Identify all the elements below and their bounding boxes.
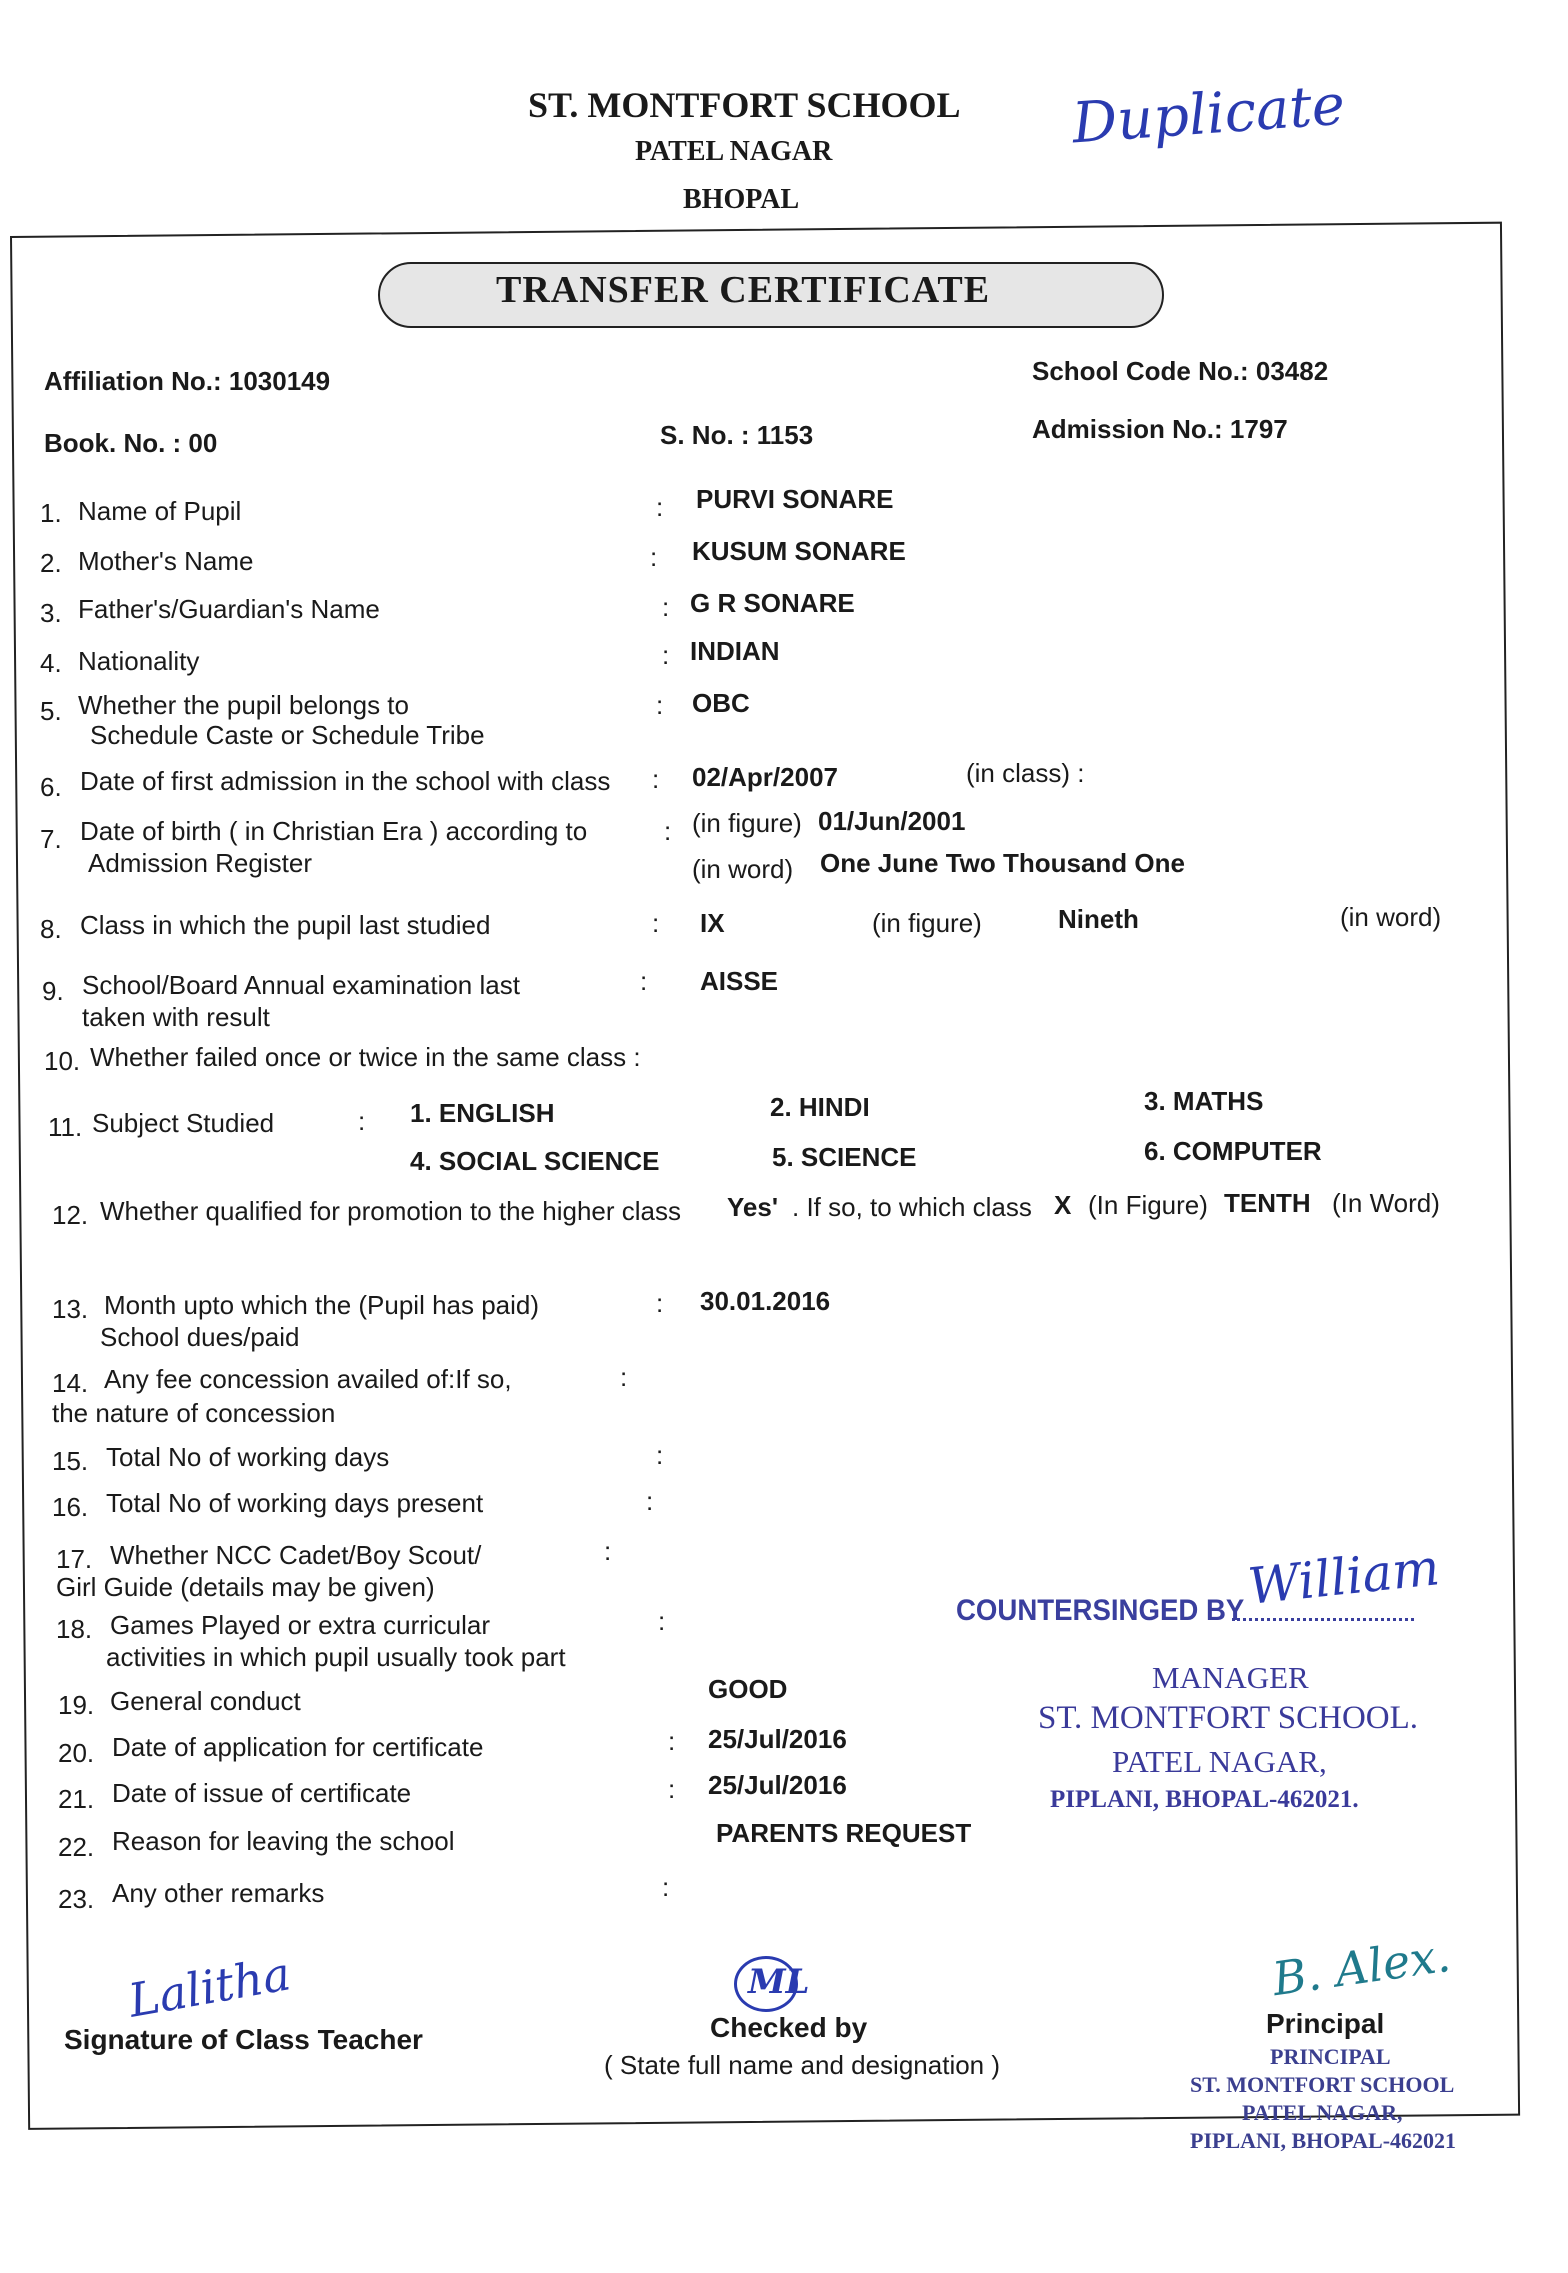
- field-18-label2: activities in which pupil usually took part: [106, 1642, 566, 1672]
- field-17-label2: Girl Guide (details may be given): [56, 1572, 435, 1602]
- subject-3: 3. MATHS: [1144, 1086, 1264, 1116]
- field-11-num: 11.: [48, 1112, 83, 1142]
- field-9-value: AISSE: [700, 966, 779, 996]
- field-15-num: 15.: [52, 1446, 89, 1476]
- field-18-label: Games Played or extra curricular: [110, 1610, 491, 1640]
- field-20-colon: :: [668, 1726, 676, 1756]
- checked-by-subtext: ( State full name and designation ): [604, 2050, 1001, 2080]
- field-2-colon: :: [650, 542, 658, 572]
- field-12-yes: Yes': [727, 1192, 779, 1222]
- school-name: ST. MONTFORT SCHOOL: [528, 85, 961, 125]
- field-4-colon: :: [662, 640, 670, 670]
- field-2-label: Mother's Name: [78, 546, 254, 576]
- field-11-label: Subject Studied: [92, 1108, 275, 1138]
- field-23-colon: :: [662, 1872, 670, 1902]
- field-10-label: Whether failed once or twice in the same class :: [90, 1042, 641, 1072]
- field-4-label: Nationality: [78, 646, 200, 676]
- field-9-num: 9.: [42, 976, 64, 1006]
- field-14-label: Any fee concession availed of:If so,: [104, 1364, 512, 1394]
- principal-stamp-line-2: ST. MONTFORT SCHOOL: [1190, 2072, 1455, 2097]
- field-22-value: PARENTS REQUEST: [716, 1818, 972, 1848]
- field-3-colon: :: [662, 592, 670, 622]
- field-22-num: 22.: [58, 1832, 95, 1862]
- field-12-mid: . If so, to which class: [792, 1192, 1032, 1222]
- checked-by-label: Checked by: [710, 2012, 868, 2043]
- field-1-colon: :: [656, 492, 664, 522]
- field-21-num: 21.: [58, 1784, 95, 1814]
- class-teacher-signature: Lalitha: [124, 1946, 295, 2028]
- field-15-label: Total No of working days: [106, 1442, 390, 1472]
- field-13-colon: :: [656, 1288, 664, 1318]
- affiliation-no: Affiliation No.: 1030149: [44, 366, 331, 396]
- field-1-value: PURVI SONARE: [696, 484, 894, 514]
- field-7-figure-value: 01/Jun/2001: [818, 806, 966, 836]
- field-18-num: 18.: [56, 1614, 93, 1644]
- field-5-label: Whether the pupil belongs to: [78, 690, 409, 720]
- field-20-value: 25/Jul/2016: [708, 1724, 847, 1754]
- field-11-colon: :: [358, 1106, 366, 1136]
- certificate-title: TRANSFER CERTIFICATE: [496, 269, 991, 311]
- manager-stamp-line-4: PIPLANI, BHOPAL-462021.: [1050, 1786, 1359, 1813]
- field-6-value: 02/Apr/2007: [692, 762, 838, 792]
- field-7-num: 7.: [40, 824, 62, 854]
- countersigned-label: COUNTERSINGED BY: [956, 1594, 1245, 1627]
- field-14-label2: the nature of concession: [52, 1398, 336, 1428]
- field-5-value: OBC: [692, 688, 750, 718]
- field-1-num: 1.: [40, 498, 62, 528]
- field-4-num: 4.: [40, 648, 62, 678]
- field-8-figure-label: (in figure): [872, 908, 982, 938]
- field-20-label: Date of application for certificate: [112, 1732, 484, 1762]
- field-13-num: 13.: [52, 1294, 89, 1324]
- duplicate-mark: Duplicate: [1070, 72, 1347, 157]
- field-7-word-value: One June Two Thousand One: [820, 848, 1185, 878]
- principal-stamp-line-4: PIPLANI, BHOPAL-462021: [1190, 2128, 1457, 2153]
- principal-stamp-line-3: PATEL NAGAR,: [1242, 2100, 1403, 2125]
- field-6-label: Date of first admission in the school with class: [80, 766, 611, 796]
- field-19-num: 19.: [58, 1690, 95, 1720]
- field-12-num: 12.: [52, 1200, 89, 1230]
- field-3-value: G R SONARE: [690, 588, 855, 618]
- manager-stamp-line-3: PATEL NAGAR,: [1112, 1744, 1327, 1779]
- field-12-label: Whether qualified for promotion to the higher class: [100, 1196, 681, 1226]
- field-5-label2: Schedule Caste or Schedule Tribe: [90, 720, 485, 750]
- field-1-label: Name of Pupil: [78, 496, 242, 526]
- field-8-colon: :: [652, 908, 660, 938]
- manager-stamp-line-2: ST. MONTFORT SCHOOL.: [1038, 1700, 1419, 1736]
- field-8-num: 8.: [40, 914, 62, 944]
- field-8-word-value: Nineth: [1058, 904, 1139, 934]
- field-6-num: 6.: [40, 772, 62, 802]
- field-3-num: 3.: [40, 598, 62, 628]
- field-14-num: 14.: [52, 1368, 89, 1398]
- school-code-no: School Code No.: 03482: [1032, 356, 1329, 386]
- field-9-colon: :: [640, 966, 648, 996]
- countersign-dots: [1232, 1618, 1414, 1621]
- field-2-num: 2.: [40, 548, 62, 578]
- field-17-num: 17.: [56, 1544, 93, 1574]
- field-8-label: Class in which the pupil last studied: [80, 910, 491, 940]
- field-7-label2: Admission Register: [88, 848, 312, 878]
- field-13-label2: School dues/paid: [100, 1322, 300, 1352]
- field-23-num: 23.: [58, 1884, 95, 1914]
- field-6-colon: :: [652, 764, 660, 794]
- field-4-value: INDIAN: [690, 636, 780, 666]
- field-7-word-label: (in word): [692, 854, 794, 884]
- field-21-value: 25/Jul/2016: [708, 1770, 847, 1800]
- countersign-signature: William: [1245, 1538, 1443, 1616]
- field-13-value: 30.01.2016: [700, 1286, 831, 1316]
- field-19-label: General conduct: [110, 1686, 301, 1716]
- field-16-label: Total No of working days present: [106, 1488, 484, 1518]
- principal-label: Principal: [1266, 2008, 1385, 2039]
- field-12-figure-label: (In Figure): [1088, 1190, 1208, 1220]
- field-8-word-label: (in word): [1340, 902, 1442, 932]
- field-9-label2: taken with result: [82, 1002, 270, 1032]
- field-23-label: Any other remarks: [112, 1878, 325, 1908]
- field-5-colon: :: [656, 690, 664, 720]
- subject-2: 2. HINDI: [770, 1092, 870, 1122]
- field-21-colon: :: [668, 1774, 676, 1804]
- field-15-colon: :: [656, 1440, 664, 1470]
- school-city: BHOPAL: [683, 184, 800, 215]
- book-no: Book. No. : 00: [44, 428, 218, 458]
- principal-signature: B. Alex.: [1269, 1927, 1454, 2007]
- field-5-num: 5.: [40, 696, 62, 726]
- field-13-label: Month upto which the (Pupil has paid): [104, 1290, 540, 1320]
- admission-no: Admission No.: 1797: [1032, 414, 1288, 444]
- manager-stamp-line-1: MANAGER: [1152, 1660, 1309, 1695]
- field-3-label: Father's/Guardian's Name: [78, 594, 380, 624]
- field-20-num: 20.: [58, 1738, 95, 1768]
- subject-4: 4. SOCIAL SCIENCE: [410, 1146, 660, 1176]
- field-19-value: GOOD: [708, 1674, 788, 1704]
- subject-5: 5. SCIENCE: [772, 1142, 917, 1172]
- serial-no: S. No. : 1153: [660, 420, 814, 450]
- principal-stamp-line-1: PRINCIPAL: [1270, 2044, 1391, 2069]
- field-12-class-word: TENTH: [1224, 1188, 1311, 1218]
- field-7-figure-label: (in figure): [692, 808, 802, 838]
- field-16-num: 16.: [52, 1492, 89, 1522]
- field-10-num: 10.: [44, 1046, 81, 1076]
- field-12-class-figure: X: [1054, 1190, 1072, 1220]
- subject-6: 6. COMPUTER: [1144, 1136, 1322, 1166]
- field-7-colon: :: [664, 816, 672, 846]
- field-17-colon: :: [604, 1536, 612, 1566]
- field-9-label: School/Board Annual examination last: [82, 970, 520, 1000]
- class-teacher-label: Signature of Class Teacher: [64, 2024, 423, 2055]
- field-12-word-label: (In Word): [1332, 1188, 1440, 1218]
- field-7-label: Date of birth ( in Christian Era ) according to: [80, 816, 588, 846]
- subject-1: 1. ENGLISH: [410, 1098, 555, 1128]
- field-17-label: Whether NCC Cadet/Boy Scout/: [110, 1540, 482, 1570]
- checked-by-initials: ML: [748, 1962, 810, 2002]
- school-area: PATEL NAGAR: [635, 136, 833, 167]
- field-14-colon: :: [620, 1362, 628, 1392]
- field-16-colon: :: [646, 1486, 654, 1516]
- field-8-value: IX: [700, 908, 725, 938]
- field-2-value: KUSUM SONARE: [692, 536, 906, 566]
- field-22-label: Reason for leaving the school: [112, 1826, 455, 1856]
- field-6-extra: (in class) :: [966, 758, 1085, 788]
- field-21-label: Date of issue of certificate: [112, 1778, 412, 1808]
- field-18-colon: :: [658, 1606, 666, 1636]
